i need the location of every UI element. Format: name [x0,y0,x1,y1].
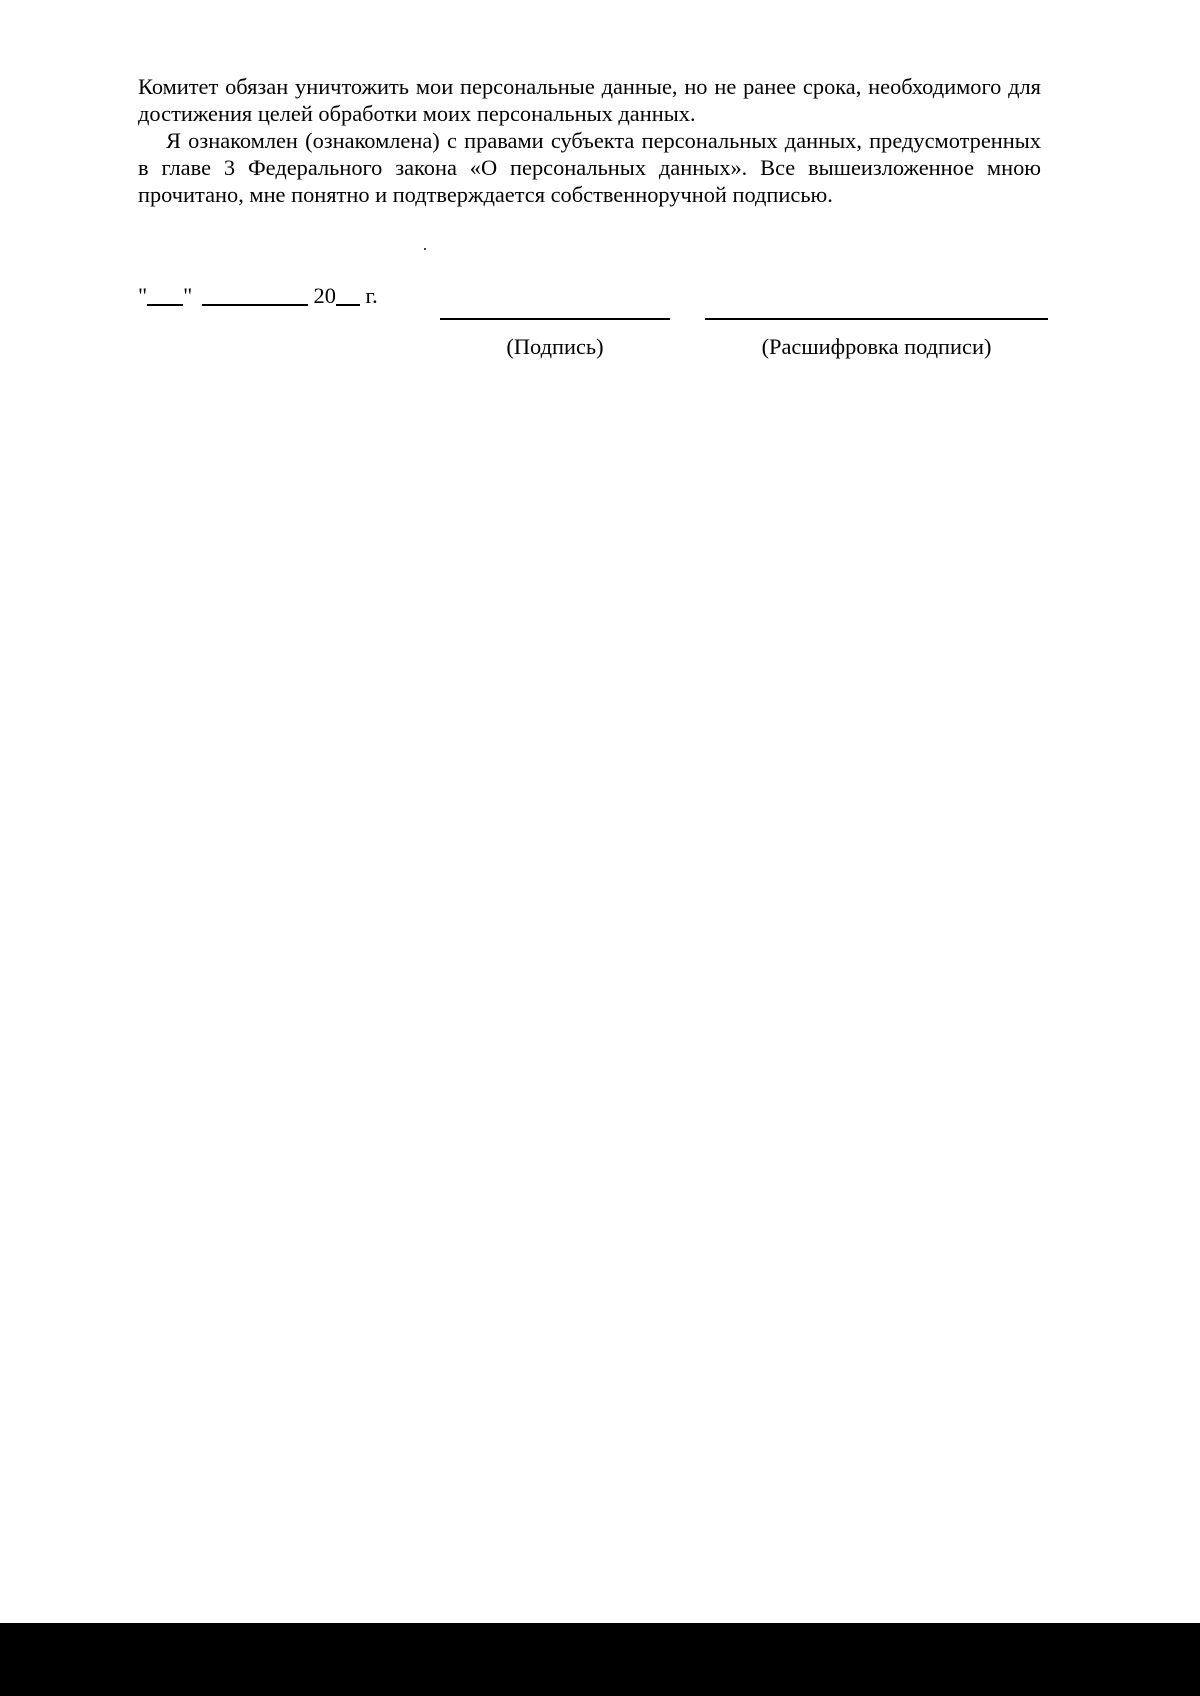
scan-speck [424,248,426,250]
document-body [138,73,1041,208]
scan-bottom-border [0,1623,1200,1696]
year-prefix: 20 [313,283,336,308]
day-blank [147,284,183,306]
date-quote-open: " [138,283,148,308]
signature-decoding-caption: (Расшифровка подписи) [761,334,992,359]
year-suffix: г. [365,283,378,308]
paragraph-acknowledgement: Я ознакомлен (ознакомлена) с правами субъекта персональных данных, предусмотренных в главе 3 Федерального закона «О персональных данных». Все вышеизложенное мною прочитано, мне понятно и подтверждается собственноручной подписью. [138,128,1041,207]
year-blank [336,284,360,306]
paragraph-destruction-obligation: Комитет обязан уничтожить мои персональные данные, но не ранее срока, необходимого для достижения целей обработки моих персональных данных. [138,74,1041,126]
signature-caption: (Подпись) [506,334,604,359]
signature-decoding-line [705,318,1048,320]
signature-line [440,318,670,320]
date-field [138,281,378,310]
date-quote-close: " [183,283,193,308]
month-blank [202,284,308,306]
